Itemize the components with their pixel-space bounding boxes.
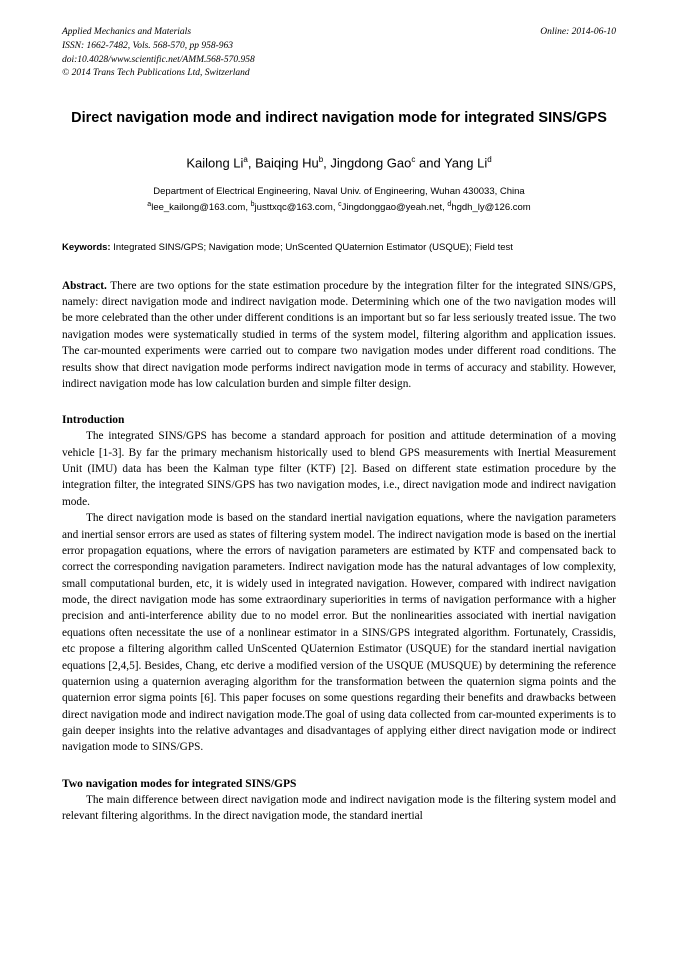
paragraph: The integrated SINS/GPS has become a standard approach for position and attitude determination of a moving vehicle [1-3]. By far the primary mechanism historically used to blend GPS measurements with Inertial Measurement Unit (IMU) data has been the Kalman type filter (KTF) [2]. Based on different state estimation procedure by the integration filter, the integrated SINS/GPS has two navigation modes, i.e., direct navigation mode and indirect navigation mode.: [62, 430, 616, 508]
section-heading-two-navigation-modes: Two navigation modes for integrated SINS/GPS: [62, 777, 297, 790]
email-marker: d: [447, 201, 452, 209]
email-marker: b: [250, 201, 255, 209]
doi: doi:10.4028/www.scientific.net/AMM.568-570.958: [62, 54, 255, 65]
online-date: Online: 2014-06-10: [540, 27, 616, 37]
author-name: Baiqing Hu: [255, 154, 319, 170]
email-address: lee_kailong@163.com,: [151, 202, 248, 214]
email-marker: a: [147, 201, 152, 209]
author-affil-marker: d: [487, 154, 492, 164]
section-heading-introduction: Introduction: [62, 414, 125, 427]
email-address: hgdh_ly@126.com: [451, 202, 531, 214]
page-title: Direct navigation mode and indirect navigation mode for integrated SINS/GPS: [71, 110, 607, 127]
abstract-text: There are two options for the state estimation procedure by the integration filter for the integrated SINS/GPS, namely: direct navigation mode and indirect navigation mode. Determining which one of the two navigation modes will be more celebrated than the other under different conditions is an important but so far less seriously treated issue. The two navigation modes were systematically studied in terms of the system model, filtering algorithm and application issues. The car-mounted experiments were carried out to compare two navigation modes under different road conditions. The results show that direct navigation mode performs indirect navigation mode in terms of accuracy and stability. However, indirect navigation mode has low calculation burden and simple filter design.: [62, 279, 616, 390]
keywords-label: Keywords:: [62, 242, 111, 254]
author-name: Jingdong Gao: [330, 154, 412, 170]
author-connector: and: [418, 154, 441, 170]
author-name: Yang Li: [444, 154, 488, 170]
abstract-label: Abstract.: [62, 279, 107, 292]
paragraph: The main difference between direct navigation mode and indirect navigation mode is the filtering system model and relevant filtering algorithms. In the direct navigation mode, the standard inertial: [62, 793, 616, 823]
author-name: Kailong Li: [186, 154, 244, 170]
paragraph: The direct navigation mode is based on the standard inertial navigation equations, where the navigation parameters and inertial sensor errors are used as states of filtering system model. The indirect navigation mode is based on the inertial error propagation equations, where the errors of navigation parameters are estimated by KTF and compensated back to correct the corresponding navigation parameters. Indirect navigation mode has the natural advantages of low complexity, small computational burden, etc, it is widely used in integrated navigation. However, compared with indirect navigation mode, the direct navigation mode has some extraordinary superiorities in terms of navigation performance with a higher precision and anti-interference ability due to no model error. But the nonlinearities associated with inertial navigation equations often necessitate the use of a nonlinear estimator in a SINS/GPS integrated algorithm. Fortunately, Crassidis, etc propose a filtering algorithm called UnScented QUaternion Estimator (USQUE) for the standard inertial navigation equations [2,4,5]. Besides, Chang, etc derive a modified version of the USQUE (MUSQUE) by determining the reference quaternion using a quaternion averaging algorithm for the transformation between the quaternion sigma points and the quaternion error sigma points [6]. This paper focuses on some questions regarding their benefits and drawbacks between direct navigation mode and indirect navigation mode.The goal of using data collected from car-mounted experiments is to gain deeper insights into the relative advantages and disadvantages of applying either direct navigation mode or indirect navigation mode to SINS/GPS.: [62, 512, 616, 754]
affiliation: Department of Electrical Engineering, Naval Univ. of Engineering, Wuhan 430033, China: [153, 185, 525, 197]
header-left: [62, 26, 255, 81]
author-affil-marker: c: [411, 154, 416, 164]
email-marker: c: [338, 201, 342, 209]
page-header: [62, 26, 616, 81]
copyright: © 2014 Trans Tech Publications Ltd, Switzerland: [62, 68, 250, 79]
header-right: [540, 26, 616, 40]
author-affil-marker: b: [318, 154, 324, 164]
email-list: [62, 199, 616, 215]
author-list: Kailong Li$^a$, Baiqing Hu$^b$, Jingdong Gao$^c$ and Yang Li$^d$: [186, 154, 492, 170]
keywords-text: Integrated SINS/GPS; Navigation mode; UnScented QUaternion Estimator (USQUE); Field test: [113, 242, 513, 254]
issn-volume: ISSN: 1662-7482, Vols. 568-570, pp 958-963: [62, 40, 233, 51]
keywords-block: [62, 241, 616, 255]
email-address: justtxqc@163.com,: [254, 202, 336, 214]
journal-name: Applied Mechanics and Materials: [62, 27, 192, 37]
abstract-block: [62, 278, 616, 393]
author-affil-marker: a: [243, 154, 248, 164]
email-address: Jingdonggao@yeah.net,: [341, 202, 445, 214]
